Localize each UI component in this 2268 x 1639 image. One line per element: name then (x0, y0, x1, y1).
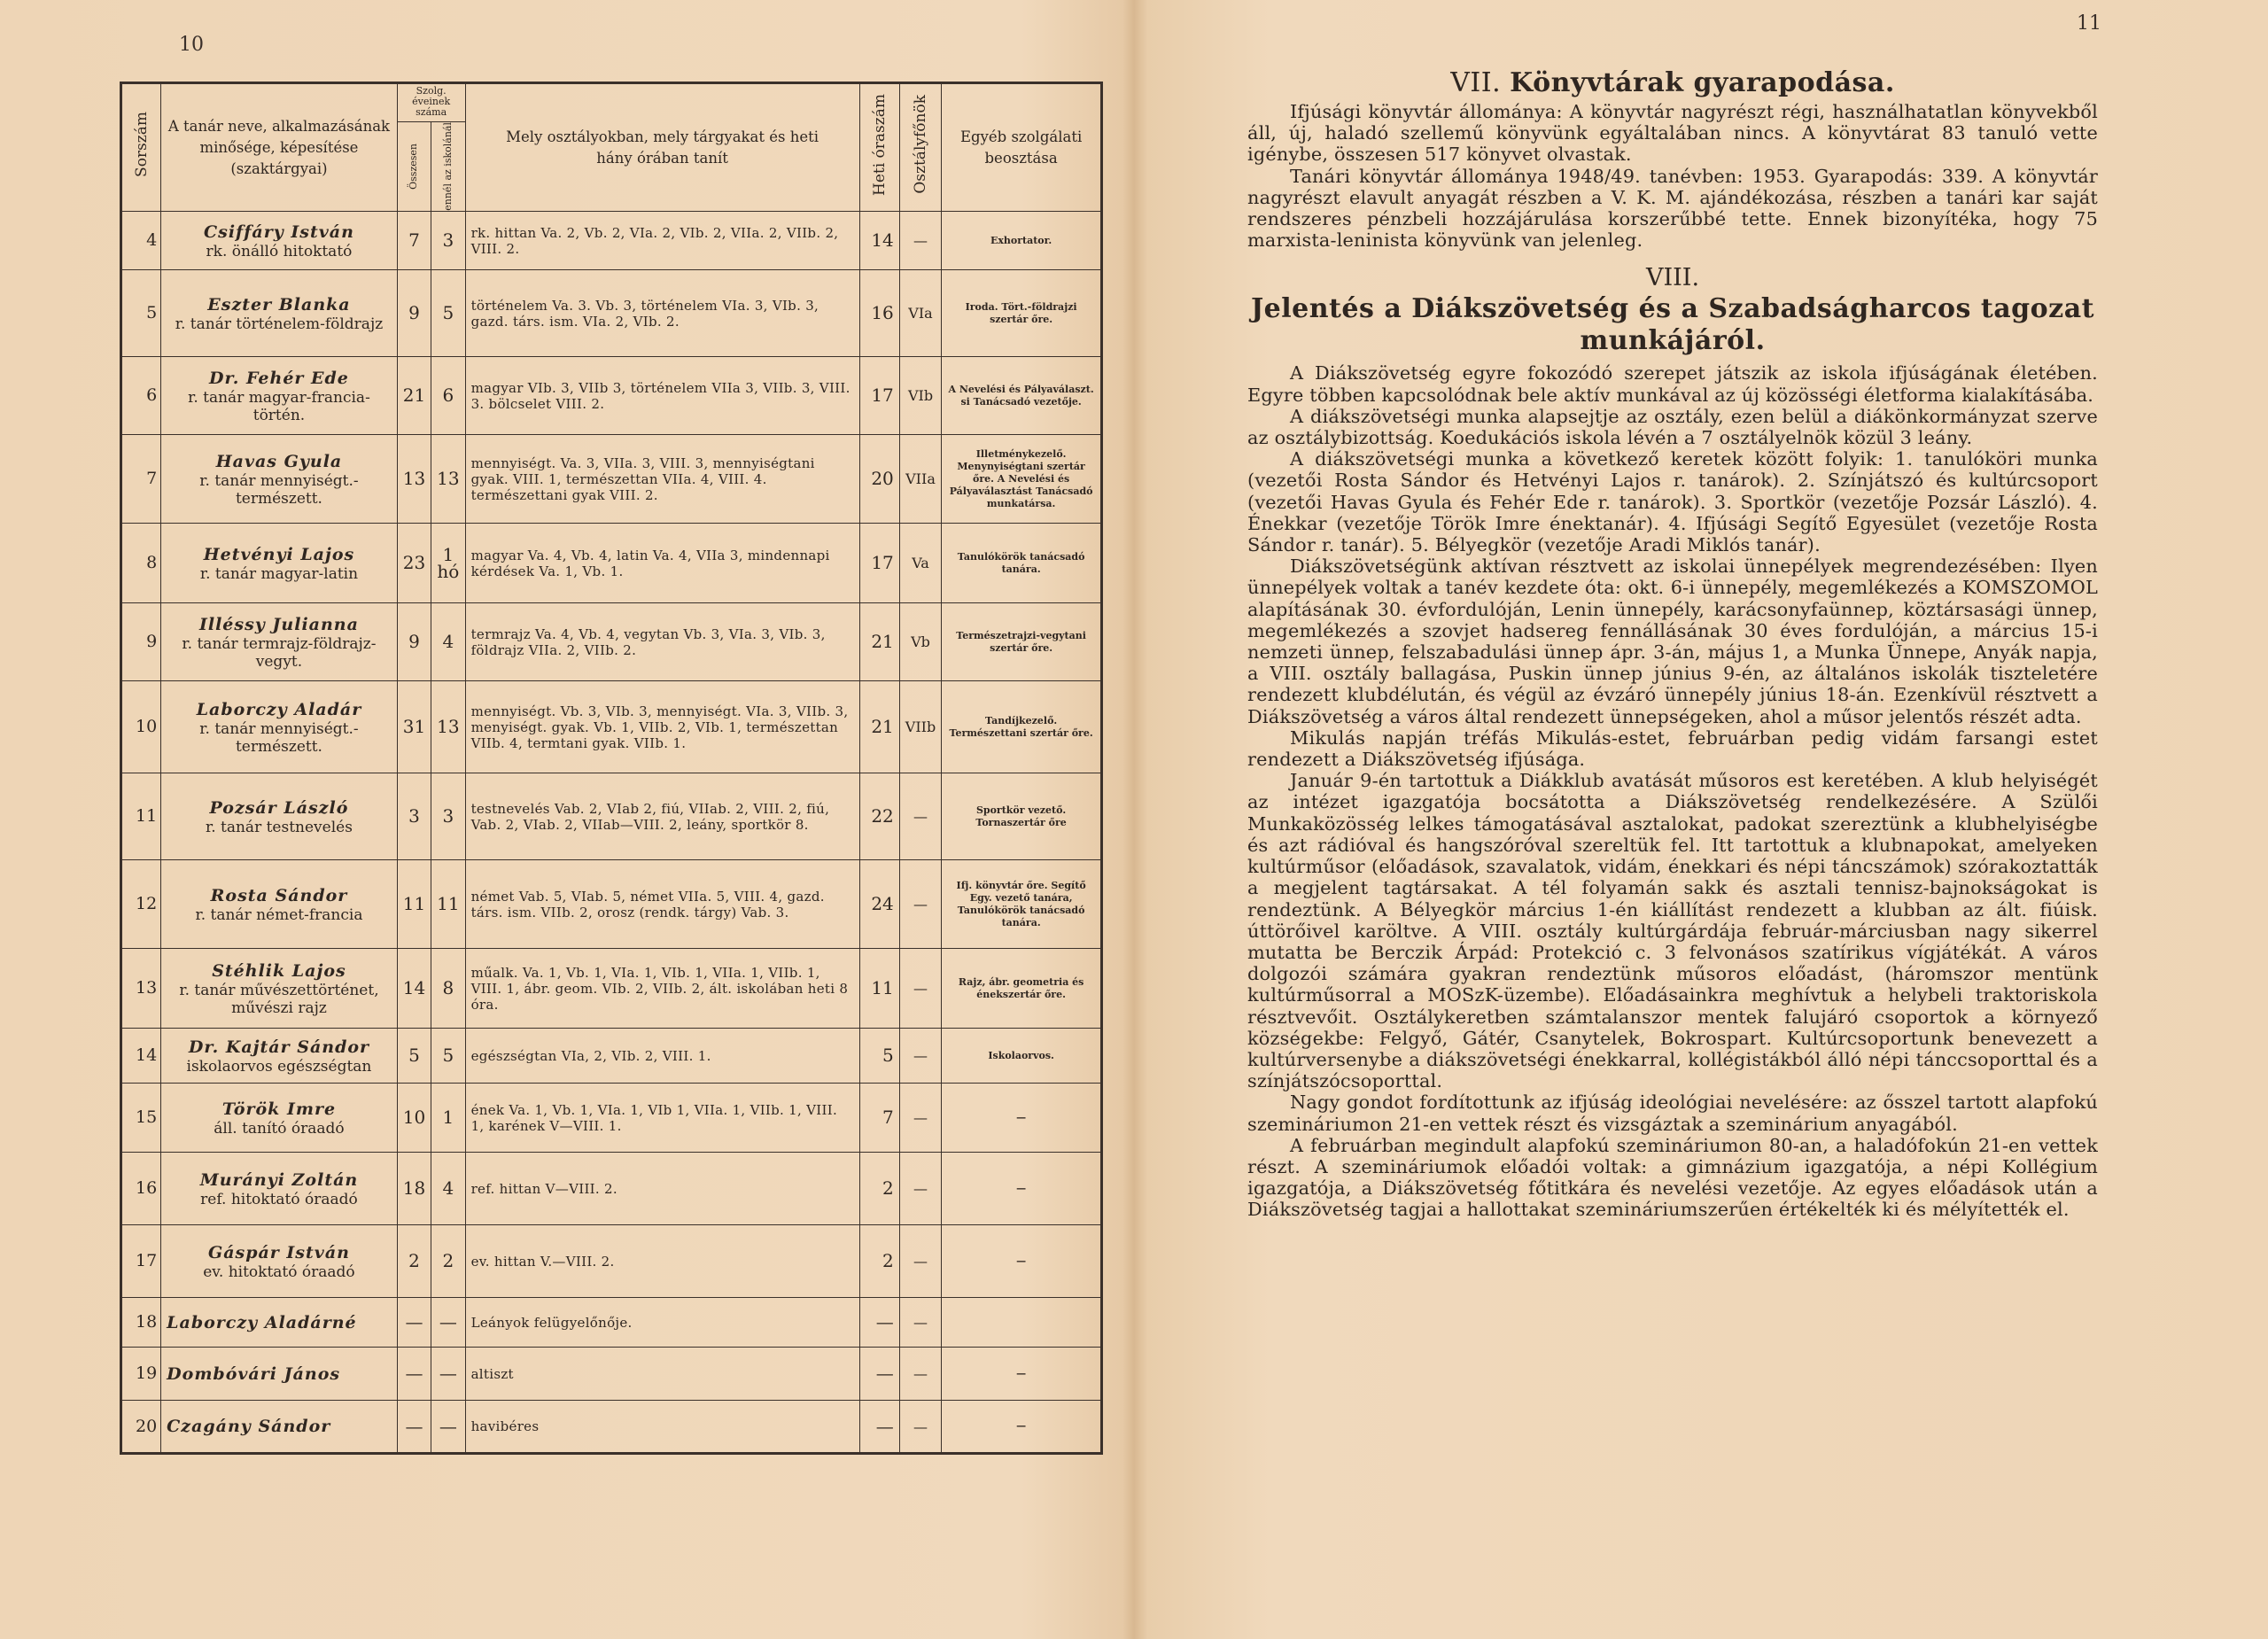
weekly-hours: 21 (859, 603, 899, 681)
teacher-cell (161, 435, 398, 524)
other-duties: Iroda. Tört.-földrajzi szertár őre. (942, 270, 1102, 357)
header-years (397, 83, 465, 212)
header-weekly-hours: Heti óraszám (859, 83, 899, 212)
header-years-group: Szolg. éveinek száma (398, 84, 465, 122)
table-row (121, 773, 1102, 860)
other-duties: A Nevelési és Pályaválaszt. si Tanácsadó vezetője. (942, 357, 1102, 435)
years-school: 3 (431, 212, 465, 270)
years-school: 5 (431, 1029, 465, 1084)
right-page-text (1247, 60, 2098, 1221)
years-school: — (431, 1298, 465, 1348)
teacher-cell (161, 270, 398, 357)
subjects: műalk. Va. 1, Vb. 1, VIa. 1, VIb. 1, VIIa. 1, VIIb. 1, VIII. 1, ábr. geom. VIb. 2, VIIb. 2, ált. iskolában heti 8 óra. (465, 949, 859, 1029)
years-school: 1 (431, 1084, 465, 1153)
years-school: 13 (431, 435, 465, 524)
teacher-name: Havas Gyula (215, 451, 343, 471)
weekly-hours: 22 (859, 773, 899, 860)
teacher-name: Hetvényi Lajos (203, 544, 355, 564)
subjects: termrajz Va. 4, Vb. 4, vegytan Vb. 3, VIa. 3, VIb. 3, földrajz VIIa. 2, VIIb. 2. (465, 603, 859, 681)
teacher-cell (161, 860, 398, 949)
years-total: 5 (397, 1029, 431, 1084)
row-number: 16 (121, 1153, 161, 1225)
other-duties: — (942, 1153, 1102, 1225)
header-years-total: Összesen (408, 144, 420, 190)
years-total: — (397, 1298, 431, 1348)
teachers-table (120, 82, 1103, 1455)
section8-number: VIII. (1645, 264, 1700, 292)
subjects: egészségtan VIa, 2, VIb. 2, VIII. 1. (465, 1029, 859, 1084)
class-head: VIIa (899, 435, 941, 524)
teacher-cell (161, 1153, 398, 1225)
paragraph: Ifjúsági könyvtár állománya: A könyvtár nagyrészt régi, használhatatlan könyvekből áll, új, haladó szellemű könyvünk egyáltalában nincs. A könyvtárat 83 tanuló vette igénybe, összesen 517 könyvet olvastak. (1247, 101, 2098, 166)
weekly-hours: 17 (859, 524, 899, 603)
table-row (121, 681, 1102, 773)
class-head: Vb (899, 603, 941, 681)
subjects: rk. hittan Va. 2, Vb. 2, VIa. 2, VIb. 2, VIIa. 2, VIIb. 2, VIII. 2. (465, 212, 859, 270)
header-other: Egyéb szolgálati beosztása (942, 83, 1102, 212)
years-total: 7 (397, 212, 431, 270)
subjects: német Vab. 5, VIab. 5, német VIIa. 5, VIII. 4, gazd. társ. ism. VIIb. 2, orosz (rendk. tárgy) Vab. 3. (465, 860, 859, 949)
weekly-hours: 21 (859, 681, 899, 773)
teacher-name: Gáspár István (207, 1242, 350, 1262)
teacher-name: Illéssy Julianna (198, 614, 359, 634)
row-number: 18 (121, 1298, 161, 1348)
table-row (121, 1084, 1102, 1153)
table-row (121, 949, 1102, 1029)
years-total: — (397, 1401, 431, 1454)
years-school: 8 (431, 949, 465, 1029)
years-total: 13 (397, 435, 431, 524)
other-duties: Tanulókörök tanácsadó tanára. (942, 524, 1102, 603)
other-duties: Tandíjkezelő. Természettani szertár őre. (942, 681, 1102, 773)
teacher-title: áll. tanító óraadó (214, 1119, 345, 1138)
class-head: VIb (899, 357, 941, 435)
teacher-name: Czagány Sándor (167, 1417, 331, 1436)
table-row (121, 1029, 1102, 1084)
years-total: 14 (397, 949, 431, 1029)
other-duties: Rajz, ábr. geometria és énekszertár őre. (942, 949, 1102, 1029)
row-number: 20 (121, 1401, 161, 1454)
years-total: — (397, 1348, 431, 1401)
years-school: 2 (431, 1225, 465, 1298)
table-row (121, 270, 1102, 357)
other-duties: — (942, 1084, 1102, 1153)
paragraph: Mikulás napján tréfás Mikulás-estet, februárban pedig vidám farsangi estet rendezett a Diákszövetség ifjúsága. (1247, 726, 2098, 771)
row-number: 11 (121, 773, 161, 860)
table-row (121, 1298, 1102, 1348)
weekly-hours: 7 (859, 1084, 899, 1153)
subjects: mennyiségt. Va. 3, VIIa. 3, VIII. 3, mennyiségtani gyak. VIII. 1, természettan VIIa. 4, VIII. 4. természettani gyak VIII. 2. (465, 435, 859, 524)
teacher-title: rk. önálló hitoktató (206, 242, 353, 260)
years-school: 11 (431, 860, 465, 949)
subjects: havibéres (465, 1401, 859, 1454)
row-number: 8 (121, 524, 161, 603)
weekly-hours: 2 (859, 1153, 899, 1225)
teacher-name: Pozsár László (209, 797, 349, 818)
teacher-cell (161, 357, 398, 435)
teacher-cell (161, 603, 398, 681)
class-head: — (899, 1153, 941, 1225)
years-total: 11 (397, 860, 431, 949)
teacher-name: Rosta Sándor (210, 885, 348, 905)
teacher-title: ev. hitoktató óraadó (203, 1262, 355, 1281)
section8-title: Jelentés a Diákszövetség és a Szabadságharcos tagozat munkájáról. (1250, 293, 2094, 357)
teacher-name: Dombóvári János (167, 1363, 341, 1384)
years-school: — (431, 1348, 465, 1401)
table-row (121, 1401, 1102, 1454)
weekly-hours: 2 (859, 1225, 899, 1298)
teacher-title: r. tanár termrajz-földrajz-vegyt. (182, 634, 377, 671)
teacher-title: r. tanár történelem-földrajz (175, 315, 384, 333)
years-school: 1 hó (431, 524, 465, 603)
years-total: 10 (397, 1084, 431, 1153)
weekly-hours: — (859, 1401, 899, 1454)
header-class-head: Osztályfőnök (899, 83, 941, 212)
teacher-cell (161, 1029, 398, 1084)
other-duties (942, 1298, 1102, 1348)
class-head: Va (899, 524, 941, 603)
teacher-name: Csiffáry István (204, 221, 354, 242)
years-school: 6 (431, 357, 465, 435)
row-number: 17 (121, 1225, 161, 1298)
row-number: 6 (121, 357, 161, 435)
years-total: 23 (397, 524, 431, 603)
weekly-hours: — (859, 1298, 899, 1348)
years-school: 4 (431, 1153, 465, 1225)
teacher-cell (161, 1084, 398, 1153)
other-duties: Ifj. könyvtár őre. Segítő Egy. vezető tanára, Tanulókörök tanácsadó tanára. (942, 860, 1102, 949)
row-number: 15 (121, 1084, 161, 1153)
teacher-name: Dr. Kajtár Sándor (188, 1037, 370, 1057)
subjects: ref. hittan V—VIII. 2. (465, 1153, 859, 1225)
table-row (121, 212, 1102, 270)
weekly-hours: — (859, 1348, 899, 1401)
years-school: 3 (431, 773, 465, 860)
header-name: A tanár neve, alkalmazásának minősége, képesítése (szaktárgyai) (161, 83, 398, 212)
teacher-cell (161, 1298, 398, 1348)
header-number: Sorszám (121, 83, 161, 212)
row-number: 14 (121, 1029, 161, 1084)
paragraph: A diákszövetségi munka a következő keretek között folyik: 1. tanulóköri munka (vezetői Rosta Sándor és Hetvényi Lajos r. tanárok). 2. Színjátszó és kultúrcsoport (vezetői Havas Gyula és Fehér Ede r. tanárok). 3. Sportkör (vezetője Pozsár László). 4. Énekkar (vezetője Török Imre énektanár). 4. Ifjúsági Segítő Egyesület (vezetője Rosta Sándor r. tanár). 5. Bélyegkör (vezetője Aradi Miklós tanár). (1247, 448, 2098, 556)
table-row (121, 357, 1102, 435)
teacher-title: r. tanár magyar-francia-történ. (188, 388, 370, 424)
weekly-hours: 5 (859, 1029, 899, 1084)
paragraph: Nagy gondot fordítottunk az ifjúság ideológiai nevelésére: az ősszel tartott alapfokú szemináriumon 21-en vettek részt és vizsgáztak a szeminárium anyagából. (1247, 1091, 2098, 1135)
teacher-title: r. tanár mennyiségt.-természett. (199, 719, 359, 756)
weekly-hours: 16 (859, 270, 899, 357)
years-total: 2 (397, 1225, 431, 1298)
teacher-title: r. tanár testnevelés (205, 818, 353, 836)
teacher-name: Laborczy Aladárné (167, 1312, 357, 1332)
subjects: altiszt (465, 1348, 859, 1401)
years-school: 5 (431, 270, 465, 357)
other-duties: — (942, 1348, 1102, 1401)
row-number: 9 (121, 603, 161, 681)
class-head: VIIb (899, 681, 941, 773)
paragraph: A februárban megindult alapfokú szemináriumon 80-an, a haladófokún 21-en vettek részt. A szemináriumok előadói voltak: a gimnázium igazgatója, a népi Kollégium igazgatója, a Diákszövetség főtitkára és nevelési vezetője. Az egyes előadások után a Diákszövetség tagjai a hallottakat szemináriumszerűen értékelték ki és mélyítették el. (1247, 1134, 2098, 1221)
row-number: 10 (121, 681, 161, 773)
years-total: 3 (397, 773, 431, 860)
table-row (121, 1153, 1102, 1225)
other-duties: Sportkör vezető. Tornaszertár őre (942, 773, 1102, 860)
row-number: 13 (121, 949, 161, 1029)
teacher-title: ref. hitoktató óraadó (200, 1190, 358, 1208)
years-total: 31 (397, 681, 431, 773)
class-head: — (899, 1298, 941, 1348)
teacher-cell (161, 681, 398, 773)
teacher-name: Murányi Zoltán (199, 1169, 359, 1190)
teacher-cell (161, 949, 398, 1029)
other-duties: Természetrajzi-vegytani szertár őre. (942, 603, 1102, 681)
row-number: 7 (121, 435, 161, 524)
row-number: 5 (121, 270, 161, 357)
weekly-hours: 24 (859, 860, 899, 949)
subjects: ev. hittan V.—VIII. 2. (465, 1225, 859, 1298)
weekly-hours: 20 (859, 435, 899, 524)
subjects: magyar Va. 4, Vb. 4, latin Va. 4, VIIa 3, mindennapi kérdések Va. 1, Vb. 1. (465, 524, 859, 603)
teacher-title: r. tanár művészettörténet, művészi rajz (179, 981, 379, 1017)
teacher-cell (161, 212, 398, 270)
row-number: 12 (121, 860, 161, 949)
teacher-name: Eszter Blanka (207, 294, 351, 315)
teacher-cell (161, 1348, 398, 1401)
table-row (121, 1348, 1102, 1401)
class-head: — (899, 860, 941, 949)
subjects: mennyiségt. Vb. 3, VIb. 3, mennyiségt. VIa. 3, VIIb. 3, menyiségt. gyak. Vb. 1, VIIb. 2, VIb. 1, természettan VIIb. 4, termtani gyak. VIIb. 1. (465, 681, 859, 773)
header-subjects: Mely osztályokban, mely tárgyakat és heti hány órában tanít (465, 83, 859, 212)
class-head: — (899, 1401, 941, 1454)
teacher-cell (161, 524, 398, 603)
teacher-name: Laborczy Aladár (196, 699, 362, 719)
weekly-hours: 14 (859, 212, 899, 270)
row-number: 19 (121, 1348, 161, 1401)
table-row (121, 603, 1102, 681)
table-row (121, 860, 1102, 949)
years-total: 9 (397, 603, 431, 681)
section7-heading: VII. Könyvtárak gyarapodása. (1450, 67, 1895, 98)
other-duties: — (942, 1401, 1102, 1454)
subjects: magyar VIb. 3, VIIb 3, történelem VIIa 3, VIIb. 3, VIII. 3. bölcselet VIII. 2. (465, 357, 859, 435)
class-head: — (899, 1225, 941, 1298)
row-number: 4 (121, 212, 161, 270)
table-row (121, 435, 1102, 524)
other-duties: — (942, 1225, 1102, 1298)
weekly-hours: 11 (859, 949, 899, 1029)
teacher-title: r. tanár német-francia (195, 905, 363, 924)
left-page-number: 10 (179, 34, 204, 56)
table-row (121, 1225, 1102, 1298)
teacher-cell (161, 773, 398, 860)
subjects: történelem Va. 3. Vb. 3, történelem VIa. 3, VIb. 3, gazd. társ. ism. VIa. 2, VIb. 2. (465, 270, 859, 357)
years-total: 9 (397, 270, 431, 357)
right-page-number: 11 (2077, 12, 2101, 35)
other-duties: Exhortator. (942, 212, 1102, 270)
subjects: testnevelés Vab. 2, VIab 2, fiú, VIIab. 2, VIII. 2, fiú, Vab. 2, VIab. 2, VIIab—VIII. 2, leány, sportkör 8. (465, 773, 859, 860)
other-duties: Illetménykezelő. Menynyiségtani szertár őre. A Nevelési és Pályaválasztást Tanácsadó munkatársa. (942, 435, 1102, 524)
teacher-name: Dr. Fehér Ede (209, 368, 349, 388)
class-head: — (899, 773, 941, 860)
teacher-cell (161, 1401, 398, 1454)
years-total: 18 (397, 1153, 431, 1225)
teacher-cell (161, 1225, 398, 1298)
table-header-row (121, 83, 1102, 212)
header-years-school: ennél az iskolánál (441, 122, 454, 211)
paragraph: A diákszövetségi munka alapsejtje az osztály, ezen belül a diákönkormányzat szerve az osztálybizottság. Koedukációs iskola lévén a 7 osztályelnök közül 3 leány. (1247, 405, 2098, 449)
table-row (121, 524, 1102, 603)
years-total: 21 (397, 357, 431, 435)
teacher-title: r. tanár mennyiségt.-természett. (199, 471, 359, 508)
paragraph: Diákszövetségünk aktívan résztvett az iskolai ünnepélyek megrendezésében: Ilyen ünnepélyek voltak a tanév kezdete óta: okt. 6-i ünnepély, megemlékezés a KOMSZOMOL alapításának 30. évfordulóján, Lenin ünnepély, karácsonyfaünnep, köztársasági ünnep, megemlékezés a szovjet hadsereg fennállásának 30 éves fordulóján, a március 15-i nemzeti ünnep, felszabadulási ünnep ápr. 3-án, május 1, a Munka Ünnepe, Anyák napja, a VIII. osztály ballagása, Puskin ünnep június 9-én, az általános iskolák tiszteletére rendezett klubdélután, és végül az évzáró ünnepély június 18-án. Ezenkívül résztvett a Diákszövetség a város által rendezett ünnepségeken, ahol a műsor jelentős részét adta. (1247, 555, 2098, 727)
weekly-hours: 17 (859, 357, 899, 435)
years-school: — (431, 1401, 465, 1454)
years-school: 13 (431, 681, 465, 773)
teacher-title: r. tanár magyar-latin (199, 564, 359, 583)
teacher-name: Stéhlik Lajos (212, 960, 346, 981)
paragraph: Január 9-én tartottuk a Diákklub avatását műsoros est keretében. A klub helyiségét az intézet igazgatója bocsátotta a Diákszövetség rendelkezésére. A Szülői Munkaközösség lelkes támogatásával asztalokat, padokat szereztünk a klubhelyiségbe és azt rádióval és hangszóróval szereltük fel. Itt tartottuk a klubnapokat, amelyeken kultúrműsor (előadások, szavalatok, vidám, énekkari és népi táncszámok) szórakoztatták a megjelent tagtársakat. A tél folyamán sakk és asztali tennisz-bajnokságokat is rendeztünk. A Bélyegkör március 1-én kiállítást rendezett a klubban az ált. fiúisk. úttörőivel karöltve. A VIII. osztály kultúrgárdája február-márciusban nagy sikerrel mutatta be Berczik Árpád: Protekció c. 3 felvonásos szatírikus vígjátékát. A város dolgozói számára gyakran rendeztünk műsoros előadást, (háromszor mentünk kultúrműsorral a MOSzK-üzembe). Előadásainkra meghívtuk a helybeli traktoriskola résztvevőit. Osztálykeretben számtalanszor mentek falujáró csoportok a környező községekbe: Felgyő, Gátér, Csanytelek, Bokrospart. Kultúrcsoportunk benevezett a kultúrversenybe a diákszövetségi énekkarral, kollégistákból álló népi tánccsoporttal és a színjátszócsoporttal. (1247, 770, 2098, 1092)
class-head: — (899, 212, 941, 270)
class-head: — (899, 1348, 941, 1401)
teacher-title: iskolaorvos egészségtan (186, 1057, 372, 1076)
subjects: Leányok felügyelőnője. (465, 1298, 859, 1348)
class-head: — (899, 1084, 941, 1153)
class-head: — (899, 949, 941, 1029)
class-head: VIa (899, 270, 941, 357)
other-duties: Iskolaorvos. (942, 1029, 1102, 1084)
paragraph: A Diákszövetség egyre fokozódó szerepet játszik az iskola ifjúságának életében. Egyre többen kapcsolódnak bele aktív munkával az új közösségi életforma kialakításába. (1247, 362, 2098, 406)
subjects: ének Va. 1, Vb. 1, VIa. 1, VIb 1, VIIa. 1, VIIb. 1, VIII. 1, karének V—VIII. 1. (465, 1084, 859, 1153)
years-school: 4 (431, 603, 465, 681)
teacher-name: Török Imre (221, 1099, 337, 1119)
paragraph: Tanári könyvtár állománya 1948/49. tanévben: 1953. Gyarapodás: 339. A könyvtár nagyrészt elavult anyagát részben a V. K. M. ajándékozása, részben a tanári kar saját rendszeres pénzbeli hozzájárulása korszerűbbé tette. Ennek bizonyítéka, hogy 75 marxista-leninista könyvünk van jelenleg. (1247, 165, 2098, 252)
class-head: — (899, 1029, 941, 1084)
